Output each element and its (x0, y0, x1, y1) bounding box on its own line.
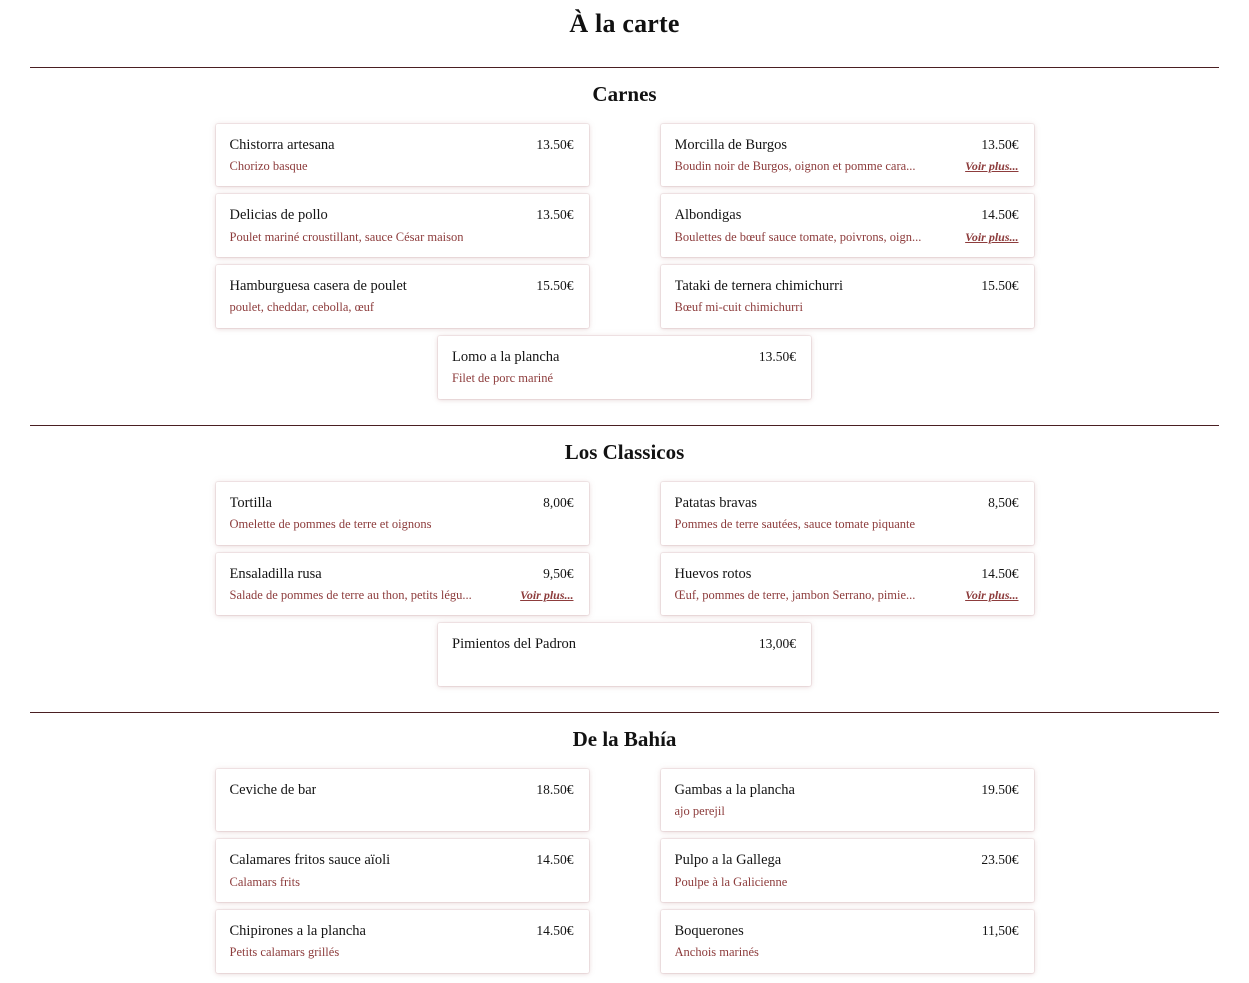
menu-item-header (230, 494, 574, 512)
menu-item-card[interactable] (661, 124, 1034, 187)
menu-item-subline (230, 588, 574, 604)
menu-item-header (452, 348, 796, 366)
dish-name: Morcilla de Burgos (674, 136, 787, 153)
dish-name: Ensaladilla rusa (229, 565, 322, 582)
dish-price: 13.50€ (758, 348, 796, 364)
dish-price: 14.50€ (536, 923, 574, 939)
menu-item-subline (452, 659, 796, 674)
dish-description: Bœuf mi-cuit chimichurri (674, 300, 803, 315)
dish-price: 13.50€ (536, 136, 574, 152)
dish-name: Huevos rotos (674, 565, 752, 582)
page-title: À la carte (569, 9, 680, 38)
menu-item-subline (675, 230, 1019, 246)
menu-item-subline (230, 875, 574, 891)
menu-item-header (230, 565, 574, 583)
bottom-spacer (0, 973, 1249, 983)
dish-name: Pulpo a la Gallega (674, 852, 782, 869)
dish-price: 14.50€ (981, 207, 1019, 223)
dish-price: 8,00€ (543, 494, 574, 510)
menu-item-subline (675, 875, 1019, 891)
section-heading: De la Bahía (572, 726, 677, 751)
section-heading: Carnes (592, 81, 657, 106)
menu-item-card[interactable] (216, 124, 589, 187)
menu-item-card[interactable] (661, 194, 1034, 257)
menu-items-centered-row (0, 623, 1249, 685)
menu-item-card[interactable] (216, 910, 589, 973)
dish-description: Filet de porc mariné (452, 371, 554, 386)
voir-plus-link[interactable]: Voir plus... (965, 587, 1019, 602)
menu-item-subline (675, 945, 1019, 961)
dish-description: poulet, cheddar, cebolla, œuf (229, 300, 375, 315)
voir-plus-link[interactable]: Voir plus... (965, 229, 1019, 244)
menu-item-header (230, 277, 574, 295)
dish-name: Tataki de ternera chimichurri (674, 278, 843, 295)
menu-item-card[interactable] (661, 910, 1034, 973)
dish-description: Salade de pommes de terre au thon, petits légu... (229, 587, 472, 602)
menu-item-header (452, 635, 796, 653)
dish-name: Pimientos del Padron (452, 636, 577, 653)
dish-name: Albondigas (674, 207, 742, 224)
menu-item-header (230, 851, 574, 869)
menu-section (0, 425, 1249, 686)
menu-items-centered-row (0, 336, 1249, 399)
menu-item-card[interactable] (661, 839, 1034, 902)
dish-description: Omelette de pommes de terre et oignons (229, 517, 432, 531)
menu-item-subline (675, 159, 1019, 175)
menu-item-subline (675, 588, 1019, 604)
dish-price: 8,50€ (988, 494, 1019, 510)
menu-item-header (675, 277, 1019, 295)
menu-item-header (675, 494, 1019, 512)
dish-description: ajo perejil (674, 803, 725, 818)
menu-item-header (675, 206, 1019, 224)
menu-item-header (675, 565, 1019, 583)
dish-name: Hamburguesa casera de poulet (229, 278, 407, 295)
dish-price: 19.50€ (981, 781, 1019, 797)
menu-item-card[interactable] (216, 482, 589, 545)
menu-item-header (230, 136, 574, 154)
dish-description: Œuf, pommes de terre, jambon Serrano, pimie... (674, 587, 916, 602)
dish-description: Anchois marinés (674, 945, 759, 960)
dish-price: 11,50€ (981, 923, 1019, 939)
menu-items-grid (0, 769, 1249, 973)
dish-price: 18.50€ (536, 781, 574, 797)
menu-item-header (675, 922, 1019, 940)
menu-item-subline (230, 804, 574, 819)
dish-price: 13,00€ (758, 636, 796, 652)
dish-name: Tortilla (229, 494, 272, 511)
dish-description: Pommes de terre sautées, sauce tomate piquante (674, 517, 916, 531)
section-heading: Los Classicos (564, 439, 685, 464)
menu-item-card[interactable] (216, 265, 589, 328)
dish-price: 23.50€ (981, 852, 1019, 868)
dish-description: Poulpe à la Galicienne (674, 874, 788, 889)
menu-item-card[interactable] (661, 482, 1034, 545)
menu-item-subline (230, 517, 574, 533)
menu-item-card[interactable] (438, 336, 811, 399)
menu-item-card[interactable] (661, 769, 1034, 832)
dish-description: Chorizo basque (229, 158, 308, 173)
dish-description: Boulettes de bœuf sauce tomate, poivrons, oign... (674, 229, 922, 244)
menu-sections (0, 67, 1249, 973)
dish-description: Calamars frits (229, 874, 300, 889)
dish-name: Chistorra artesana (229, 136, 335, 153)
dish-price: 14.50€ (981, 565, 1019, 581)
menu-section (0, 712, 1249, 973)
dish-name: Chipirones a la plancha (229, 923, 366, 940)
dish-name: Boquerones (674, 923, 744, 940)
menu-item-subline (675, 804, 1019, 820)
dish-name: Gambas a la plancha (674, 781, 795, 798)
menu-item-header (230, 781, 574, 799)
dish-name: Ceviche de bar (229, 781, 317, 798)
menu-item-header (675, 136, 1019, 154)
dish-price: 13.50€ (981, 136, 1019, 152)
dish-price: 14.50€ (536, 852, 574, 868)
menu-item-card[interactable] (216, 194, 589, 257)
dish-price: 15.50€ (536, 278, 574, 294)
menu-item-header (230, 922, 574, 940)
menu-items-grid (0, 124, 1249, 328)
dish-price: 9,50€ (543, 565, 574, 581)
menu-item-subline (675, 517, 1019, 533)
menu-item-header (675, 781, 1019, 799)
menu-item-header (675, 851, 1019, 869)
menu-item-subline (230, 230, 574, 246)
dish-description: Poulet mariné croustillant, sauce César maison (229, 229, 464, 244)
menu-item-subline (452, 371, 796, 387)
menu-item-card[interactable] (216, 769, 589, 832)
menu-items-grid (0, 482, 1249, 616)
voir-plus-link[interactable]: Voir plus... (520, 587, 574, 602)
dish-description: Boudin noir de Burgos, oignon et pomme cara... (674, 158, 916, 173)
menu-item-card[interactable] (661, 553, 1034, 616)
dish-name: Lomo a la plancha (452, 348, 560, 365)
menu-item-card[interactable] (661, 265, 1034, 328)
voir-plus-link[interactable]: Voir plus... (965, 158, 1019, 173)
dish-description: Petits calamars grillés (229, 945, 340, 960)
dish-price: 13.50€ (536, 207, 574, 223)
menu-item-header (230, 206, 574, 224)
menu-item-card[interactable] (438, 623, 811, 685)
dish-name: Calamares fritos sauce aïoli (229, 852, 391, 869)
menu-item-subline (230, 159, 574, 175)
dish-name: Patatas bravas (674, 494, 758, 511)
dish-price: 15.50€ (981, 278, 1019, 294)
menu-item-card[interactable] (216, 553, 589, 616)
menu-item-card[interactable] (216, 839, 589, 902)
dish-name: Delicias de pollo (229, 207, 328, 224)
menu-item-subline (675, 300, 1019, 316)
menu-section (0, 67, 1249, 399)
menu-item-subline (230, 945, 574, 961)
menu-item-subline (230, 300, 574, 316)
